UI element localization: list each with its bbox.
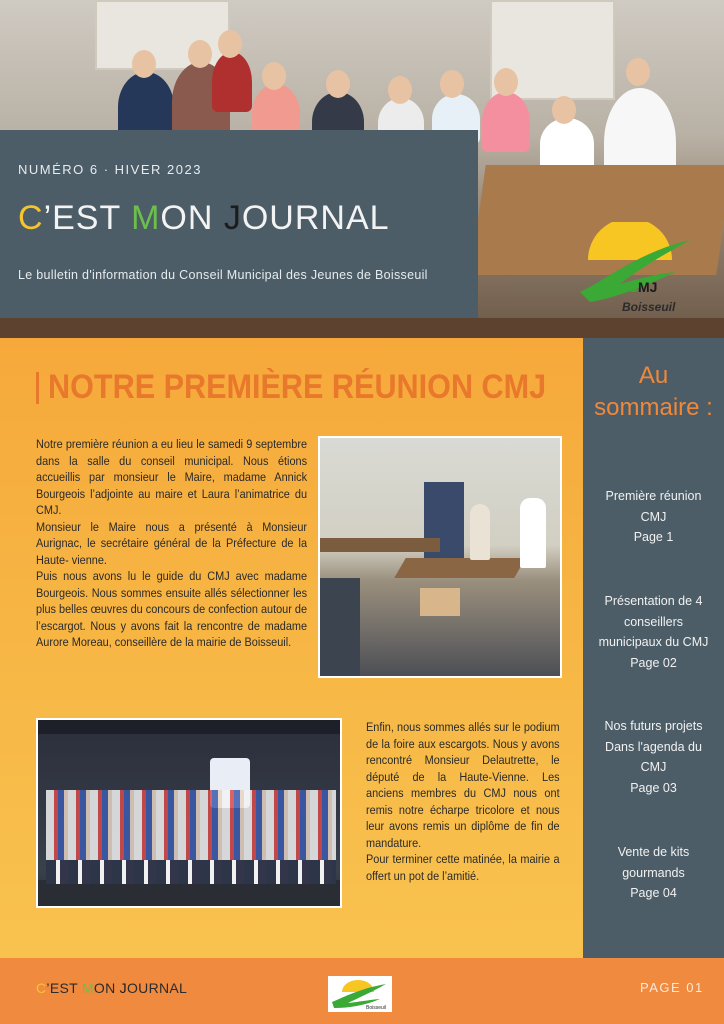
paragraph: Enfin, nous sommes allés sur le podium de la foire aux escargots. Nous y avons rencontré Monsieur Delautrette, le député de la Haute-Vienne. Les anciens membres du CMJ nous ont remis notre écharpe tricolore et nous leur avons remis un diplôme de fin de mandature. [366,720,560,850]
table [394,558,526,578]
child [482,92,530,152]
toc-item-line: Nos futurs projets [604,719,703,733]
masthead [0,130,478,318]
title-letter-c: C [18,199,44,237]
article-text-bottom [366,719,560,884]
person [520,498,546,568]
paragraph: Monsieur le Maire nous a présenté à Monsieur Aurignac, le secrétaire général de la Préfecture de la Haute- vienne. [36,519,308,567]
toc-item-line: Vente de kits [617,845,690,859]
toc-heading-line: sommaire : [594,394,713,422]
box [420,588,460,616]
page-number: PAGE 01 [640,980,704,995]
title-part: ON [160,199,224,237]
toc-item-page: Page 04 [630,886,677,901]
footer-logo-icon [328,976,392,1012]
toc-item-line: gourmands [622,865,685,880]
child-head [494,68,518,96]
footer-title [36,980,187,996]
toc-item-kits[interactable] [583,842,724,904]
toc-item-line: CMJ [640,760,667,775]
paragraph: Pour terminer cette matinée, la mairie a offert un pot de l’amitié. [366,852,560,883]
meeting-photo [318,436,562,678]
child [540,118,594,170]
children-legs [46,860,336,884]
table-of-contents [583,338,724,958]
toc-item-line: Première réunion [605,489,702,503]
child-head [326,70,350,98]
child-head [218,30,242,58]
person [320,578,360,678]
paragraph: Notre première réunion a eu lieu le samedi 9 septembre dans la salle du conseil municipal. Nous étions accueillis par monsieur le Maire, madame Annick Bourgeois l’adjointe au maire et Laura l’animatrice du CMJ. [36,437,308,517]
tagline: Le bulletin d'information du Conseil Municipal des Jeunes de Boisseuil [18,268,428,282]
title-part: ON [93,980,120,996]
title-letter-c: C [36,980,47,996]
article-headline: NOTRE PREMIÈRE RÉUNION CMJ [48,368,547,406]
headline-bar [36,372,39,404]
issue-label: NUMÉRO 6 · HIVER 2023 [18,162,202,177]
podium-photo [36,718,342,908]
stage-roof [38,720,342,734]
child-head [552,96,576,124]
toc-item-line: conseillers [623,614,684,629]
footer-logo [328,976,392,1012]
children-row [46,790,336,860]
title-letter-j: J [223,199,242,237]
toc-item-page: Page 1 [633,530,674,545]
toc-item-page: Page 03 [630,780,677,795]
child-head [440,70,464,98]
stage-floor [38,880,342,908]
title-part: OURNAL [126,980,188,996]
toc-heading-line: Au [638,362,669,389]
toc-item-line: municipaux du CMJ [598,635,709,650]
child-head [262,62,286,90]
cmj-logo-text: MJ [638,279,658,295]
logo-town: Boisseuil [622,300,676,314]
article-text-top [36,436,307,651]
paragraph: Puis nous avons lu le guide du CMJ avec madame Bourgeois. Nous sommes ensuite allés sélectionner les plus belles œuvres du concours de confection autour de l’escargot. Nous y avons fait la rencontre de madame Aurore Moreau, conseillère de la mairie de Boisseuil. [36,569,308,649]
title-part: ’EST [43,199,132,237]
child-head [132,50,156,78]
toc-item-first-meeting[interactable] [583,486,724,548]
child-head [388,76,412,104]
cmj-logo-text: C [628,279,639,295]
toc-item-projects[interactable] [583,716,724,799]
toc-item-line: Présentation de 4 [604,594,703,608]
toc-item-page: Page 02 [630,655,677,670]
toc-item-line: Dans l'agenda du [605,739,702,754]
title-letter-m: M [131,199,161,237]
table [320,538,440,552]
child-head [626,58,650,86]
child [212,52,252,112]
child-head [188,40,212,68]
toc-item-line: CMJ [640,509,667,524]
person [470,504,490,560]
toc-heading [583,360,724,425]
journal-title [18,199,460,238]
title-letter-m: M [81,980,94,996]
toc-item-councillors[interactable] [583,591,724,674]
title-part: ’EST [46,980,82,996]
title-part: OURNAL [241,199,390,237]
title-letter-j: J [119,980,127,996]
footer-logo-town: Boisseuil [366,1005,387,1011]
